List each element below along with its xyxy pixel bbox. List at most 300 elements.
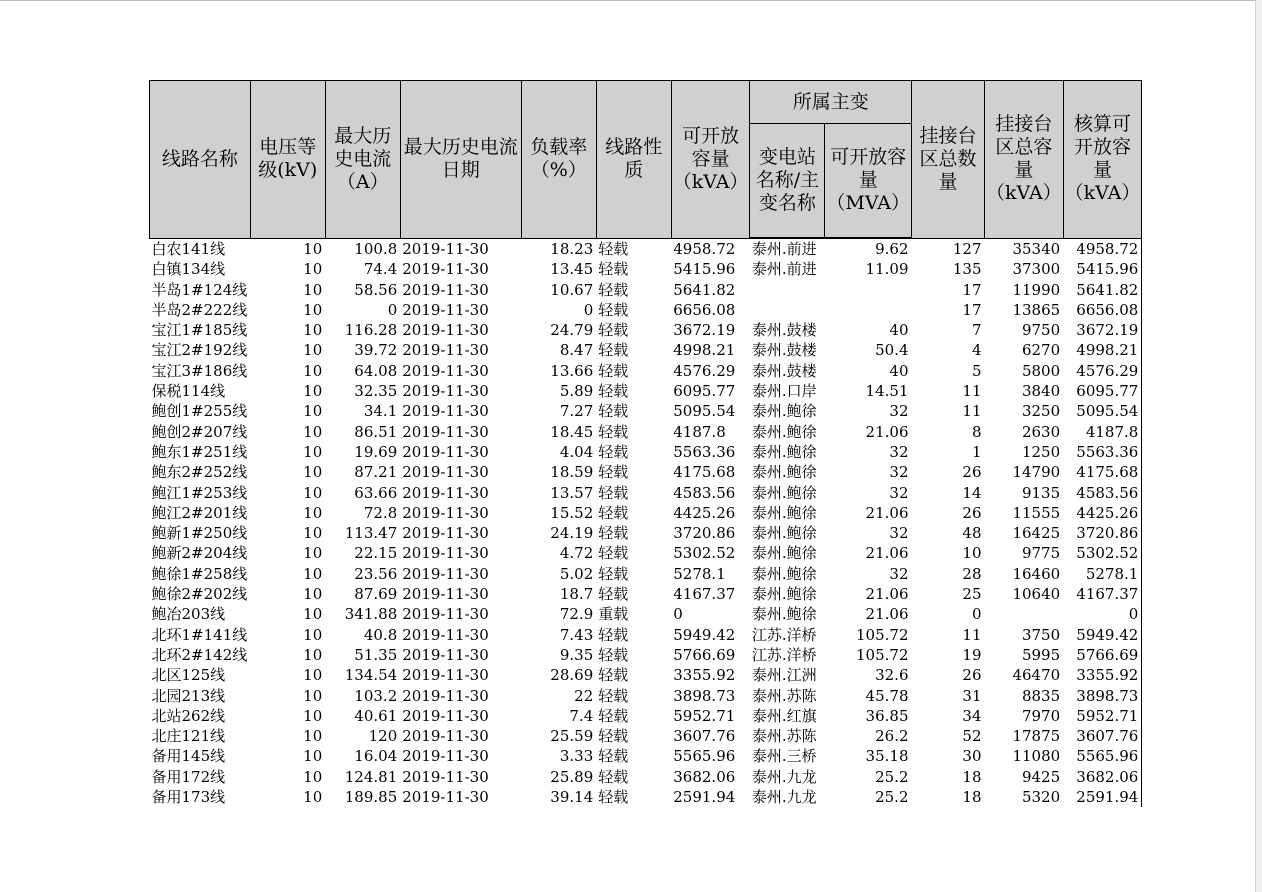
header-max-date[interactable]: 最大历史电流日期 [400,81,521,239]
cell-rate[interactable]: 72.9 [559,605,594,624]
cell-date[interactable]: 2019-11-30 [402,666,489,685]
cell-kv[interactable]: 10 [303,524,323,543]
cell-calc[interactable]: 3672.19 [1063,320,1142,340]
cell-date[interactable]: 2019-11-30 [402,544,489,563]
cell-kv[interactable]: 10 [303,280,323,299]
header-open-capacity[interactable]: 可开放容量（kVA） [671,81,750,239]
cell-cur[interactable]: 58.56 [354,280,398,299]
cell-cur[interactable]: 23.56 [354,564,398,583]
cell-calc[interactable]: 4583.56 [1063,483,1142,503]
cell-count[interactable]: 25 [962,585,982,604]
header-calc-capacity[interactable]: 核算可开放容量（kVA） [1063,81,1142,239]
cell-count[interactable]: 10 [962,544,982,563]
cell-cur[interactable]: 86.51 [354,422,398,441]
cell-nature[interactable]: 轻载 [598,321,629,340]
cell-name[interactable]: 北区125线 [151,666,226,685]
cell-calc[interactable]: 5278.1 [1063,564,1142,584]
cell-kv[interactable]: 10 [303,645,323,664]
cell-total[interactable]: 5995 [1021,645,1061,664]
cell-rate[interactable]: 0 [583,300,594,319]
cell-nature[interactable]: 轻载 [598,483,629,502]
cell-mva[interactable]: 32 [889,442,909,461]
cell-total[interactable]: 11080 [1012,747,1061,766]
cell-nature[interactable]: 轻载 [598,585,629,604]
cell-count[interactable]: 17 [962,300,982,319]
cell-cap[interactable]: 5565.96 [673,747,736,766]
cell-name[interactable]: 鲍创2#207线 [151,422,248,441]
cell-kv[interactable]: 10 [303,442,323,461]
cell-rate[interactable]: 13.66 [550,361,594,380]
cell-station[interactable]: 泰州.鲍徐 [751,564,817,583]
cell-cur[interactable]: 113.47 [344,524,398,543]
cell-count[interactable]: 26 [962,666,982,685]
cell-station[interactable]: 泰州.口岸 [751,382,817,401]
cell-kv[interactable]: 10 [303,239,323,258]
cell-name[interactable]: 半岛2#222线 [151,300,248,319]
cell-kv[interactable]: 10 [303,422,323,441]
cell-cap[interactable]: 5302.52 [673,544,736,563]
table-row[interactable] [150,259,1142,279]
cell-date[interactable]: 2019-11-30 [402,239,489,258]
cell-calc[interactable]: 5641.82 [1063,280,1142,300]
cell-mva[interactable]: 25.2 [875,767,909,786]
table-row[interactable] [150,280,1142,300]
cell-mva[interactable]: 32 [889,524,909,543]
table-row[interactable] [150,787,1142,807]
cell-rate[interactable]: 4.72 [559,544,594,563]
cell-rate[interactable]: 4.04 [559,442,594,461]
cell-name[interactable]: 白农141线 [151,239,226,258]
cell-cur[interactable]: 32.35 [354,382,398,401]
cell-total[interactable]: 9750 [1021,321,1061,340]
cell-name[interactable]: 鲍新2#204线 [151,544,248,563]
cell-total[interactable]: 11990 [1012,280,1061,299]
cell-mva[interactable]: 32 [889,463,909,482]
cell-date[interactable]: 2019-11-30 [402,585,489,604]
cell-mva[interactable] [825,300,912,320]
cell-calc[interactable]: 4576.29 [1063,361,1142,381]
cell-cap[interactable]: 3720.86 [673,524,736,543]
cell-kv[interactable]: 10 [303,605,323,624]
cell-nature[interactable]: 轻载 [598,341,629,360]
cell-cur[interactable]: 87.21 [354,463,398,482]
cell-cur[interactable]: 16.04 [354,747,398,766]
cell-nature[interactable]: 轻载 [598,625,629,644]
cell-date[interactable]: 2019-11-30 [402,686,489,705]
cell-mva[interactable]: 21.06 [865,585,909,604]
cell-station[interactable]: 泰州.苏陈 [751,686,817,705]
cell-total[interactable]: 5320 [1021,788,1061,807]
cell-calc[interactable]: 4175.68 [1063,462,1142,482]
cell-mva[interactable]: 14.51 [865,382,909,401]
cell-count[interactable]: 48 [962,524,982,543]
cell-name[interactable]: 宝江1#185线 [151,321,248,340]
cell-date[interactable]: 2019-11-30 [402,564,489,583]
cell-count[interactable]: 0 [971,605,982,624]
cell-count[interactable]: 34 [962,706,982,725]
cell-date[interactable]: 2019-11-30 [402,280,489,299]
cell-kv[interactable]: 10 [303,625,323,644]
cell-cap[interactable]: 5415.96 [673,260,736,279]
cell-calc[interactable]: 4958.72 [1063,238,1142,259]
header-district-count[interactable]: 挂接台区总数量 [912,81,985,239]
cell-mva[interactable]: 26.2 [875,727,909,746]
cell-count[interactable]: 31 [962,686,982,705]
cell-date[interactable]: 2019-11-30 [402,625,489,644]
cell-cur[interactable]: 40.8 [363,625,398,644]
cell-count[interactable]: 30 [962,747,982,766]
cell-date[interactable]: 2019-11-30 [402,402,489,421]
cell-kv[interactable]: 10 [303,788,323,807]
cell-count[interactable]: 52 [962,727,982,746]
cell-total[interactable]: 7970 [1021,706,1061,725]
cell-date[interactable]: 2019-11-30 [402,361,489,380]
cell-kv[interactable]: 10 [303,503,323,522]
cell-count[interactable]: 11 [962,402,982,421]
cell-total[interactable]: 6270 [1021,341,1061,360]
cell-cur[interactable]: 64.08 [354,361,398,380]
cell-calc[interactable]: 3898.73 [1063,686,1142,706]
cell-count[interactable]: 28 [962,564,982,583]
cell-calc[interactable]: 5095.54 [1063,401,1142,421]
cell-count[interactable]: 26 [962,503,982,522]
cell-cap[interactable]: 5949.42 [673,625,736,644]
cell-date[interactable]: 2019-11-30 [402,605,489,624]
cell-cap[interactable]: 4958.72 [673,239,736,258]
cell-mva[interactable]: 21.06 [865,544,909,563]
cell-cur[interactable]: 0 [387,300,398,319]
cell-rate[interactable]: 25.59 [550,727,594,746]
table-row[interactable] [150,665,1142,685]
table-row[interactable] [150,726,1142,746]
cell-mva[interactable]: 32 [889,483,909,502]
cell-station[interactable]: 泰州.红旗 [751,706,817,725]
cell-cap[interactable]: 5563.36 [673,442,736,461]
cell-kv[interactable]: 10 [303,767,323,786]
cell-count[interactable]: 8 [971,422,982,441]
cell-station[interactable]: 泰州.三桥 [751,747,817,766]
cell-rate[interactable]: 5.89 [559,382,594,401]
cell-cur[interactable]: 116.28 [344,321,398,340]
cell-mva[interactable]: 21.06 [865,605,909,624]
cell-date[interactable]: 2019-11-30 [402,341,489,360]
cell-total[interactable]: 2630 [1021,422,1061,441]
cell-kv[interactable]: 10 [303,564,323,583]
header-max-current[interactable]: 最大历史电流（A） [325,81,400,239]
cell-calc[interactable]: 5949.42 [1063,625,1142,645]
cell-kv[interactable]: 10 [303,686,323,705]
cell-name[interactable]: 北站262线 [151,706,226,725]
cell-cap[interactable]: 5952.71 [673,706,736,725]
cell-cap[interactable]: 4576.29 [673,361,736,380]
cell-kv[interactable]: 10 [303,727,323,746]
cell-name[interactable]: 半岛1#124线 [151,280,248,299]
header-station-name[interactable]: 变电站名称/主变名称 [750,124,825,239]
cell-total[interactable]: 37300 [1012,260,1061,279]
header-main-transformer[interactable]: 所属主变 [750,81,912,124]
cell-date[interactable]: 2019-11-30 [402,463,489,482]
cell-nature[interactable]: 轻载 [598,524,629,543]
cell-date[interactable]: 2019-11-30 [402,645,489,664]
cell-rate[interactable]: 28.69 [550,666,594,685]
cell-date[interactable]: 2019-11-30 [402,321,489,340]
cell-date[interactable]: 2019-11-30 [402,524,489,543]
cell-rate[interactable]: 39.14 [550,788,594,807]
cell-total[interactable]: 3250 [1021,402,1061,421]
cell-date[interactable]: 2019-11-30 [402,727,489,746]
cell-name[interactable]: 北庄121线 [151,727,226,746]
cell-cap[interactable]: 5766.69 [673,645,736,664]
table-row[interactable] [150,300,1142,320]
cell-nature[interactable]: 轻载 [598,442,629,461]
cell-name[interactable]: 北园213线 [151,686,226,705]
cell-name[interactable]: 鲍徐2#202线 [151,585,248,604]
cell-cur[interactable]: 103.2 [354,686,398,705]
cell-cur[interactable]: 22.15 [354,544,398,563]
cell-name[interactable]: 备用172线 [151,767,226,786]
cell-mva[interactable]: 21.06 [865,422,909,441]
cell-station[interactable]: 泰州.前进 [751,240,817,258]
cell-station[interactable]: 江苏.洋桥 [751,625,817,644]
cell-date[interactable]: 2019-11-30 [402,300,489,319]
cell-cur[interactable]: 74.4 [363,260,398,279]
cell-cap[interactable]: 2591.94 [673,788,736,807]
cell-nature[interactable]: 轻载 [598,300,629,319]
cell-mva[interactable]: 105.72 [856,645,909,664]
table-row[interactable] [150,584,1142,604]
cell-mva[interactable]: 45.78 [865,686,909,705]
cell-kv[interactable]: 10 [303,300,323,319]
cell-calc[interactable]: 0 [1063,604,1142,624]
cell-cur[interactable]: 39.72 [354,341,398,360]
cell-total[interactable]: 11555 [1012,503,1061,522]
cell-calc[interactable]: 3355.92 [1063,665,1142,685]
cell-count[interactable]: 26 [962,463,982,482]
cell-nature[interactable]: 轻载 [598,767,629,786]
cell-station[interactable]: 泰州.鲍徐 [751,463,817,482]
cell-station[interactable]: 泰州.苏陈 [751,727,817,746]
table-row[interactable] [150,462,1142,482]
cell-total[interactable]: 3840 [1021,382,1061,401]
table-row[interactable] [150,401,1142,421]
cell-count[interactable]: 127 [952,239,982,258]
cell-total[interactable]: 9775 [1021,544,1061,563]
cell-name[interactable]: 鲍东1#251线 [151,442,248,461]
cell-cap[interactable]: 4175.68 [673,463,736,482]
cell-name[interactable]: 备用145线 [151,747,226,766]
cell-mva[interactable]: 32.6 [875,666,909,685]
cell-calc[interactable]: 5302.52 [1063,543,1142,563]
cell-cap[interactable]: 4187.8 [673,422,726,441]
cell-calc[interactable]: 5766.69 [1063,645,1142,665]
cell-rate[interactable]: 13.45 [550,260,594,279]
cell-rate[interactable]: 18.23 [550,239,594,258]
cell-calc[interactable]: 5563.36 [1063,442,1142,462]
cell-nature[interactable]: 轻载 [598,666,629,685]
cell-nature[interactable]: 轻载 [598,422,629,441]
cell-rate[interactable]: 18.59 [550,463,594,482]
table-row[interactable] [150,564,1142,584]
cell-station[interactable] [750,280,825,300]
cell-name[interactable]: 鲍创1#255线 [151,402,248,421]
cell-cur[interactable]: 87.69 [354,585,398,604]
cell-nature[interactable]: 轻载 [598,788,629,807]
cell-mva[interactable]: 40 [889,321,909,340]
cell-nature[interactable]: 轻载 [598,280,629,299]
cell-nature[interactable]: 轻载 [598,645,629,664]
cell-count[interactable]: 14 [962,483,982,502]
cell-cur[interactable]: 189.85 [344,788,398,807]
cell-rate[interactable]: 22 [574,686,594,705]
cell-rate[interactable]: 24.19 [550,524,594,543]
cell-total[interactable]: 9425 [1021,767,1061,786]
cell-cap[interactable]: 4425.26 [673,503,736,522]
cell-total[interactable]: 17875 [1012,727,1061,746]
cell-nature[interactable]: 轻载 [598,503,629,522]
cell-kv[interactable]: 10 [303,382,323,401]
cell-count[interactable]: 17 [962,280,982,299]
cell-cur[interactable]: 72.8 [363,503,398,522]
cell-total[interactable]: 13865 [1012,300,1061,319]
table-row[interactable] [150,361,1142,381]
cell-station[interactable]: 泰州.鲍徐 [751,605,817,624]
cell-rate[interactable]: 5.02 [559,564,594,583]
cell-name[interactable]: 鲍东2#252线 [151,463,248,482]
cell-total[interactable]: 8835 [1021,686,1061,705]
cell-cur[interactable]: 40.61 [354,706,398,725]
cell-cap[interactable]: 5278.1 [673,564,726,583]
cell-name[interactable]: 保税114线 [151,382,226,401]
cell-total[interactable]: 9135 [1021,483,1061,502]
cell-cap[interactable]: 5641.82 [673,280,736,299]
header-nature[interactable]: 线路性质 [596,81,671,239]
cell-name[interactable]: 宝江3#186线 [151,361,248,380]
cell-rate[interactable]: 10.67 [550,280,594,299]
table-row[interactable] [150,523,1142,543]
cell-nature[interactable]: 轻载 [598,706,629,725]
cell-name[interactable]: 鲍江2#201线 [151,503,248,522]
cell-rate[interactable]: 7.43 [559,625,594,644]
cell-station[interactable]: 泰州.鲍徐 [751,503,817,522]
cell-kv[interactable]: 10 [303,260,323,279]
cell-station[interactable]: 泰州.鲍徐 [751,544,817,563]
cell-count[interactable]: 4 [971,341,982,360]
cell-cap[interactable]: 6656.08 [673,300,736,319]
table-row[interactable] [150,686,1142,706]
cell-count[interactable]: 135 [952,260,982,279]
cell-nature[interactable]: 重载 [598,605,629,624]
cell-cur[interactable]: 341.88 [344,605,398,624]
cell-mva[interactable]: 36.85 [865,706,909,725]
cell-total[interactable]: 35340 [1012,239,1061,258]
cell-station[interactable]: 泰州.鼓楼 [751,321,817,340]
cell-calc[interactable]: 5952.71 [1063,706,1142,726]
cell-cap[interactable]: 3672.19 [673,321,736,340]
table-row[interactable] [150,381,1142,401]
cell-total[interactable]: 1250 [1021,442,1061,461]
cell-date[interactable]: 2019-11-30 [402,382,489,401]
cell-rate[interactable]: 15.52 [550,503,594,522]
cell-date[interactable]: 2019-11-30 [402,767,489,786]
cell-cur[interactable]: 34.1 [363,402,398,421]
cell-rate[interactable]: 7.27 [559,402,594,421]
cell-kv[interactable]: 10 [303,321,323,340]
cell-calc[interactable]: 3682.06 [1063,767,1142,787]
cell-station[interactable]: 泰州.江洲 [751,666,817,685]
cell-nature[interactable]: 轻载 [598,361,629,380]
cell-station[interactable]: 江苏.洋桥 [751,645,817,664]
table-row[interactable] [150,604,1142,624]
cell-cur[interactable]: 63.66 [354,483,398,502]
cell-kv[interactable]: 10 [303,341,323,360]
cell-cur[interactable]: 100.8 [354,239,398,258]
table-row[interactable] [150,503,1142,523]
cell-station[interactable]: 泰州.鲍徐 [751,483,817,502]
cell-rate[interactable]: 3.33 [559,747,594,766]
cell-name[interactable]: 宝江2#192线 [151,341,248,360]
cell-calc[interactable]: 3607.76 [1063,726,1142,746]
cell-kv[interactable]: 10 [303,585,323,604]
cell-calc[interactable]: 6656.08 [1063,300,1142,320]
cell-cap[interactable]: 4998.21 [673,341,736,360]
cell-cap[interactable]: 0 [673,605,683,624]
cell-date[interactable]: 2019-11-30 [402,442,489,461]
cell-station[interactable]: 泰州.鼓楼 [751,341,817,360]
cell-calc[interactable]: 5415.96 [1063,259,1142,279]
cell-total[interactable]: 3750 [1021,625,1061,644]
cell-count[interactable]: 18 [962,788,982,807]
cell-count[interactable]: 18 [962,767,982,786]
cell-cap[interactable]: 4583.56 [673,483,736,502]
header-line-name[interactable]: 线路名称 [150,81,251,239]
cell-calc[interactable]: 4425.26 [1063,503,1142,523]
cell-date[interactable]: 2019-11-30 [402,422,489,441]
cell-nature[interactable]: 轻载 [598,239,629,258]
table-row[interactable] [150,625,1142,645]
cell-cap[interactable]: 3355.92 [673,666,736,685]
table-row[interactable] [150,340,1142,360]
cell-mva[interactable]: 40 [889,361,909,380]
cell-total[interactable]: 16425 [1012,524,1061,543]
table-row[interactable] [150,483,1142,503]
header-mt-capacity[interactable]: 可开放容量（MVA） [825,124,912,239]
table-row[interactable] [150,320,1142,340]
header-load-rate[interactable]: 负载率（%） [521,81,596,239]
cell-total[interactable]: 10640 [1012,585,1061,604]
cell-nature[interactable]: 轻载 [598,686,629,705]
cell-mva[interactable]: 9.62 [875,240,909,258]
table-row[interactable] [150,645,1142,665]
cell-station[interactable]: 泰州.九龙 [751,767,817,786]
cell-rate[interactable]: 7.4 [569,706,594,725]
cell-calc[interactable]: 2591.94 [1063,787,1142,807]
cell-total[interactable] [985,604,1064,624]
cell-nature[interactable]: 轻载 [598,260,629,279]
header-district-capacity[interactable]: 挂接台区总容量（kVA） [985,81,1064,239]
cell-count[interactable]: 19 [962,645,982,664]
cell-name[interactable]: 白镇134线 [151,260,226,279]
cell-count[interactable]: 7 [971,321,982,340]
cell-rate[interactable]: 9.35 [559,645,594,664]
cell-name[interactable]: 鲍冶203线 [151,605,226,624]
cell-total[interactable]: 5800 [1021,361,1061,380]
cell-kv[interactable]: 10 [303,706,323,725]
cell-mva[interactable]: 32 [889,564,909,583]
cell-mva[interactable]: 21.06 [865,503,909,522]
cell-calc[interactable]: 4998.21 [1063,340,1142,360]
cell-count[interactable]: 11 [962,625,982,644]
cell-rate[interactable]: 25.89 [550,767,594,786]
